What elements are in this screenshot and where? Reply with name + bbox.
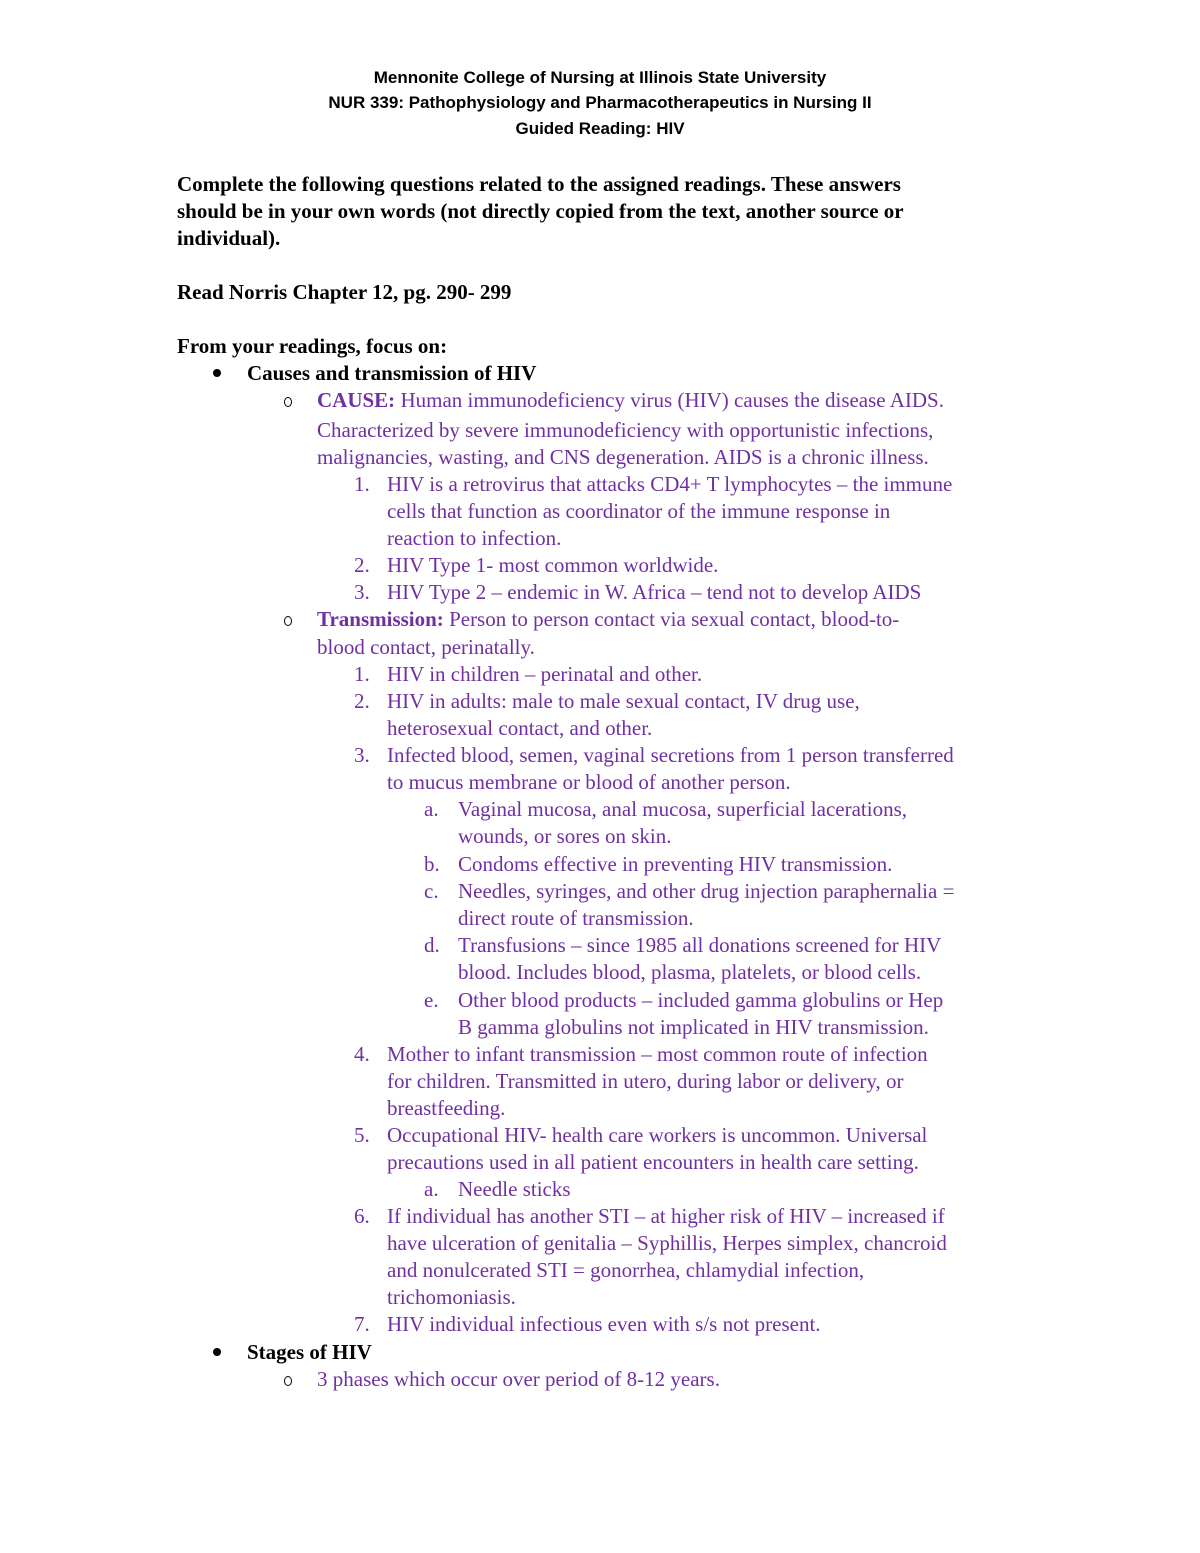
list-item-line: reaction to infection. xyxy=(387,526,562,550)
list-marker: 5. xyxy=(354,1123,370,1147)
list-item-line: Mother to infant transmission – most common route of infection xyxy=(387,1042,928,1066)
list-item-line: If individual has another STI – at higher risk of HIV – increased if xyxy=(387,1204,945,1228)
list-item-line: HIV individual infectious even with s/s not present. xyxy=(387,1312,821,1336)
list-marker: 2. xyxy=(354,553,370,577)
list-item-line: breastfeeding. xyxy=(387,1096,506,1120)
bullet-icon xyxy=(213,1348,221,1356)
course-title: NUR 339: Pathophysiology and Pharmacotherapeutics in Nursing II xyxy=(328,93,872,112)
list-item-line: Infected blood, semen, vaginal secretions from 1 person transferred xyxy=(387,743,954,767)
cause-line-2: Characterized by severe immunodeficiency with opportunistic infections, xyxy=(317,418,934,442)
list-item-line: HIV is a retrovirus that attacks CD4+ T lymphocytes – the immune xyxy=(387,472,953,496)
list-item-line: Other blood products – included gamma globulins or Hep xyxy=(458,988,944,1012)
list-item-line: Needles, syringes, and other drug injection paraphernalia = xyxy=(458,879,955,903)
transmission-text: Person to person contact via sexual contact, blood-to- xyxy=(443,607,900,631)
bullet-icon xyxy=(213,369,221,377)
circle-bullet-icon xyxy=(284,397,292,407)
list-marker: e. xyxy=(424,988,439,1012)
list-marker: 6. xyxy=(354,1204,370,1228)
list-marker: b. xyxy=(424,852,440,876)
list-item-line: Needle sticks xyxy=(458,1177,571,1201)
list-item-line: have ulceration of genitalia – Syphillis, Herpes simplex, chancroid xyxy=(387,1231,947,1255)
circle-bullet-icon xyxy=(284,1376,292,1386)
reading-assignment: Read Norris Chapter 12, pg. 290- 299 xyxy=(177,280,512,304)
list-item-line: and nonulcerated STI = gonorrhea, chlamydial infection, xyxy=(387,1258,865,1282)
list-item-line: HIV Type 2 – endemic in W. Africa – tend not to develop AIDS xyxy=(387,580,922,604)
document-title: Guided Reading: HIV xyxy=(515,119,685,138)
transmission-line-2: blood contact, perinatally. xyxy=(317,635,535,659)
cause-line-1 xyxy=(317,390,944,411)
circle-bullet-icon xyxy=(284,616,292,626)
stages-line-1: 3 phases which occur over period of 8-12 years. xyxy=(317,1367,720,1391)
list-item-line: Transfusions – since 1985 all donations screened for HIV xyxy=(458,933,942,957)
topic-stages: Stages of HIV xyxy=(247,1340,372,1364)
list-item-line: HIV Type 1- most common worldwide. xyxy=(387,553,719,577)
list-item-line: HIV in adults: male to male sexual contact, IV drug use, xyxy=(387,689,860,713)
instructions-line-1: Complete the following questions related to the assigned readings. These answers xyxy=(177,172,901,196)
list-marker: a. xyxy=(424,797,439,821)
list-item-line: blood. Includes blood, plasma, platelets, or blood cells. xyxy=(458,960,922,984)
list-item-line: HIV in children – perinatal and other. xyxy=(387,662,703,686)
list-item-line: direct route of transmission. xyxy=(458,906,694,930)
transmission-label: Transmission: xyxy=(317,607,444,631)
college-name: Mennonite College of Nursing at Illinois State University xyxy=(373,68,827,87)
list-item-line: Condoms effective in preventing HIV transmission. xyxy=(458,852,893,876)
cause-line-3: malignancies, wasting, and CNS degeneration. AIDS is a chronic illness. xyxy=(317,445,929,469)
list-item-line: to mucus membrane or blood of another person. xyxy=(387,770,791,794)
list-marker: 4. xyxy=(354,1042,370,1066)
list-marker: 1. xyxy=(354,472,370,496)
instructions-line-3: individual). xyxy=(177,226,281,250)
list-marker: d. xyxy=(424,933,440,957)
list-item-line: precautions used in all patient encounters in health care setting. xyxy=(387,1150,919,1174)
focus-heading: From your readings, focus on: xyxy=(177,334,448,358)
list-marker: 7. xyxy=(354,1312,370,1336)
list-marker: a. xyxy=(424,1177,439,1201)
cause-text: Human immunodeficiency virus (HIV) causes the disease AIDS. xyxy=(395,388,944,412)
list-marker: 3. xyxy=(354,743,370,767)
list-item-line: for children. Transmitted in utero, during labor or delivery, or xyxy=(387,1069,904,1093)
list-item-line: heterosexual contact, and other. xyxy=(387,716,653,740)
transmission-line-1 xyxy=(317,609,899,630)
list-marker: c. xyxy=(424,879,439,903)
topic-causes: Causes and transmission of HIV xyxy=(247,361,537,385)
cause-label: CAUSE: xyxy=(317,388,396,412)
list-item-line: cells that function as coordinator of the immune response in xyxy=(387,499,891,523)
list-marker: 2. xyxy=(354,689,370,713)
list-marker: 3. xyxy=(354,580,370,604)
instructions-line-2: should be in your own words (not directly copied from the text, another source or xyxy=(177,199,904,223)
list-marker: 1. xyxy=(354,662,370,686)
list-item-line: Vaginal mucosa, anal mucosa, superficial lacerations, xyxy=(458,797,907,821)
list-item-line: Occupational HIV- health care workers is uncommon. Universal xyxy=(387,1123,928,1147)
list-item-line: trichomoniasis. xyxy=(387,1285,516,1309)
list-item-line: B gamma globulins not implicated in HIV transmission. xyxy=(458,1015,929,1039)
list-item-line: wounds, or sores on skin. xyxy=(458,824,672,848)
